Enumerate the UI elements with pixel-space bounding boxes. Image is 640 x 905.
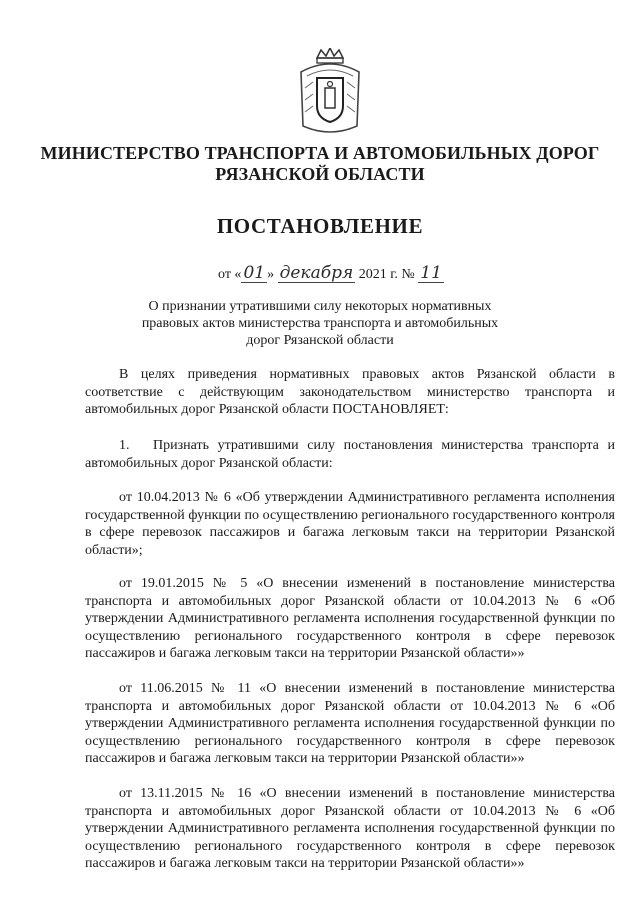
act-item: от 19.01.2015 № 5 «О внесении изменений в постановление министерства транспорта и автомобильных дорог Рязанской области от 10.04.2013 № 6 «Об утверждении Административного регламента исполнения государственной функции по осуществлению регионального государственного контроля в сфере перевозок пассажиров и багажа легковым такси на территории Рязанской области»»: [85, 576, 615, 661]
act-item: от 11.06.2015 № 11 «О внесении изменений в постановление министерства транспорта и автомобильных дорог Рязанской области от 10.04.2013 № 6 «Об утверждении Административного регламента исполнения государственной функции по осуществлению регионального государственного контроля в сфере перевозок пассажиров и багажа легковым такси на территории Рязанской области»»: [85, 681, 615, 766]
intro-paragraph: В целях приведения нормативных правовых актов Рязанской области в соответствие с действующим законодательством министерство транспорта и автомобильных дорог Рязанской области ПОСТАНОВЛЯЕТ:: [85, 367, 615, 417]
date-year: 2021 г. №: [355, 267, 419, 282]
document-subject: О признании утратившими силу некоторых нормативных правовых актов министерства транспорта и автомобильных дорог Рязанской области: [141, 299, 499, 348]
ministry-name-line2: РЯЗАНСКОЙ ОБЛАСТИ: [215, 164, 425, 184]
act-item: от 13.11.2015 № 16 «О внесении изменений в постановление министерства транспорта и автомобильных дорог Рязанской области от 10.04.2013 № 6 «Об утверждении Административного регламента исполнения государственной функции по осуществлению регионального государственного контроля в сфере перевозок пассажиров и багажа легковым такси на территории Рязанской области»»: [85, 786, 615, 871]
ministry-name-line1: МИНИСТЕРСТВО ТРАНСПОРТА И АВТОМОБИЛЬНЫХ ДОРОГ: [40, 143, 600, 163]
item-1-text: Признать утратившими силу постановления министерства транспорта и автомобильных дорог Рязанской области:: [85, 438, 615, 471]
act-item: от 10.04.2013 № 6 «Об утверждении Административного регламента исполнения государственной функции по осуществлению регионального государственного контроля в сфере перевозок пассажиров и багажа легковым такси на территории Рязанской области»;: [85, 490, 615, 558]
date-line: [218, 264, 444, 283]
item-1-number: 1.: [119, 438, 130, 453]
handwritten-number: 11: [420, 263, 442, 283]
document-type-title: ПОСТАНОВЛЕНИЕ: [216, 214, 424, 238]
handwritten-month: декабря: [279, 263, 354, 283]
handwritten-day: 01: [243, 263, 266, 283]
coat-of-arms-icon: [295, 48, 365, 136]
date-prefix: от «: [218, 267, 242, 282]
item-1-paragraph: [85, 437, 615, 472]
date-separator: »: [267, 267, 278, 282]
